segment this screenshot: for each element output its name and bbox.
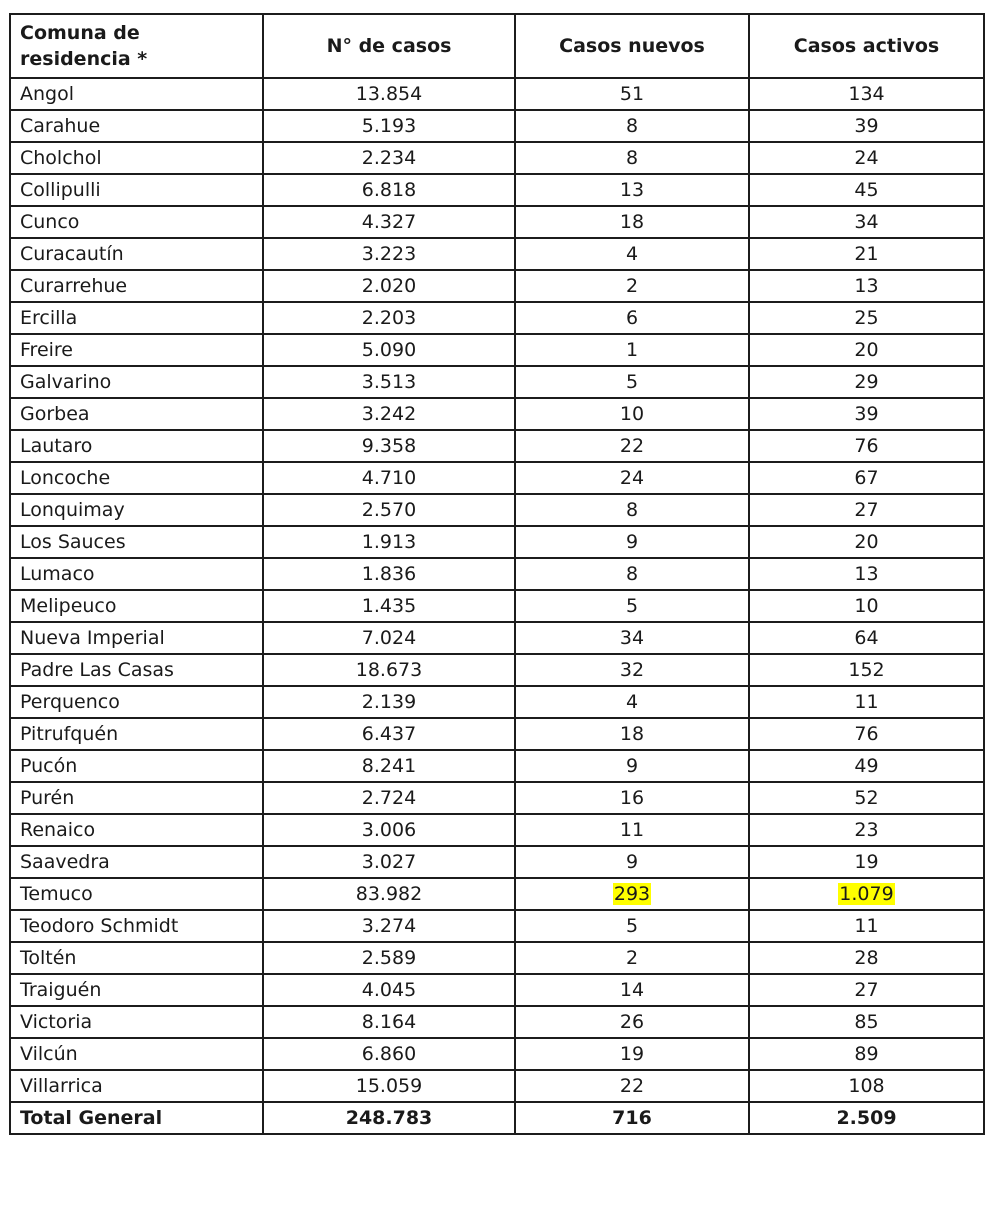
table-row (10, 622, 984, 654)
covid-cases-table-container (9, 13, 983, 1135)
cell-casos: 13.854 (263, 78, 515, 110)
cell-casos: 3.274 (263, 910, 515, 942)
cell-nuevos: 9 (515, 750, 749, 782)
cell-activos: 13 (749, 270, 984, 302)
cell-comuna: Padre Las Casas (10, 654, 263, 686)
table-row (10, 334, 984, 366)
cell-nuevos: 51 (515, 78, 749, 110)
table-row (10, 430, 984, 462)
cell-comuna: Galvarino (10, 366, 263, 398)
cell-casos: 8.241 (263, 750, 515, 782)
cell-comuna: Curarrehue (10, 270, 263, 302)
table-row (10, 462, 984, 494)
cell-nuevos: 10 (515, 398, 749, 430)
header-nuevos: Casos nuevos (515, 14, 749, 78)
cell-casos: 1.913 (263, 526, 515, 558)
cell-activos: 152 (749, 654, 984, 686)
cell-nuevos: 2 (515, 942, 749, 974)
cell-activos: 20 (749, 526, 984, 558)
table-row (10, 974, 984, 1006)
table-row (10, 302, 984, 334)
cell-nuevos: 8 (515, 494, 749, 526)
cell-nuevos: 8 (515, 558, 749, 590)
cell-comuna: Purén (10, 782, 263, 814)
header-casos: N° de casos (263, 14, 515, 78)
table-row (10, 270, 984, 302)
total-casos: 248.783 (263, 1102, 515, 1134)
cell-comuna: Teodoro Schmidt (10, 910, 263, 942)
table-row (10, 174, 984, 206)
covid-cases-table (9, 13, 985, 1135)
cell-nuevos: 5 (515, 910, 749, 942)
cell-activos: 49 (749, 750, 984, 782)
cell-nuevos: 18 (515, 206, 749, 238)
table-row (10, 686, 984, 718)
table-row (10, 366, 984, 398)
cell-nuevos: 22 (515, 1070, 749, 1102)
cell-comuna: Lautaro (10, 430, 263, 462)
cell-activos: 89 (749, 1038, 984, 1070)
cell-comuna: Curacautín (10, 238, 263, 270)
cell-nuevos: 24 (515, 462, 749, 494)
cell-activos: 11 (749, 910, 984, 942)
cell-casos: 9.358 (263, 430, 515, 462)
table-row (10, 718, 984, 750)
cell-comuna: Traiguén (10, 974, 263, 1006)
highlighted-value: 293 (613, 883, 651, 905)
cell-comuna: Renaico (10, 814, 263, 846)
cell-comuna: Victoria (10, 1006, 263, 1038)
cell-activos: 27 (749, 494, 984, 526)
cell-activos: 85 (749, 1006, 984, 1038)
total-row (10, 1102, 984, 1134)
cell-casos: 6.818 (263, 174, 515, 206)
cell-activos: 52 (749, 782, 984, 814)
cell-activos (749, 878, 984, 910)
cell-casos: 2.139 (263, 686, 515, 718)
cell-activos: 24 (749, 142, 984, 174)
cell-activos: 29 (749, 366, 984, 398)
cell-casos: 5.193 (263, 110, 515, 142)
total-activos: 2.509 (749, 1102, 984, 1134)
cell-activos: 28 (749, 942, 984, 974)
cell-comuna: Melipeuco (10, 590, 263, 622)
cell-comuna: Temuco (10, 878, 263, 910)
table-body (10, 78, 984, 1102)
cell-activos: 67 (749, 462, 984, 494)
total-label: Total General (10, 1102, 263, 1134)
cell-comuna: Los Sauces (10, 526, 263, 558)
cell-nuevos: 9 (515, 846, 749, 878)
header-row (10, 14, 984, 78)
cell-nuevos: 16 (515, 782, 749, 814)
cell-comuna: Gorbea (10, 398, 263, 430)
cell-casos: 2.570 (263, 494, 515, 526)
cell-comuna: Vilcún (10, 1038, 263, 1070)
cell-activos: 64 (749, 622, 984, 654)
cell-nuevos: 2 (515, 270, 749, 302)
cell-casos: 3.006 (263, 814, 515, 846)
cell-activos: 13 (749, 558, 984, 590)
cell-casos: 2.203 (263, 302, 515, 334)
total-nuevos: 716 (515, 1102, 749, 1134)
cell-activos: 11 (749, 686, 984, 718)
cell-activos: 19 (749, 846, 984, 878)
cell-activos: 76 (749, 430, 984, 462)
header-activos: Casos activos (749, 14, 984, 78)
table-row (10, 494, 984, 526)
cell-nuevos: 32 (515, 654, 749, 686)
cell-casos: 1.836 (263, 558, 515, 590)
cell-activos: 27 (749, 974, 984, 1006)
table-row (10, 1070, 984, 1102)
cell-nuevos: 22 (515, 430, 749, 462)
cell-nuevos: 4 (515, 238, 749, 270)
table-row (10, 78, 984, 110)
cell-nuevos: 26 (515, 1006, 749, 1038)
cell-casos: 3.242 (263, 398, 515, 430)
cell-comuna: Carahue (10, 110, 263, 142)
cell-casos: 7.024 (263, 622, 515, 654)
table-row (10, 558, 984, 590)
cell-casos: 6.437 (263, 718, 515, 750)
cell-comuna: Pitrufquén (10, 718, 263, 750)
cell-casos: 2.020 (263, 270, 515, 302)
cell-nuevos: 1 (515, 334, 749, 366)
table-row (10, 142, 984, 174)
cell-activos: 39 (749, 110, 984, 142)
cell-casos: 2.724 (263, 782, 515, 814)
cell-nuevos: 8 (515, 142, 749, 174)
cell-nuevos: 13 (515, 174, 749, 206)
cell-casos: 15.059 (263, 1070, 515, 1102)
table-row (10, 782, 984, 814)
table-row (10, 206, 984, 238)
cell-casos: 2.589 (263, 942, 515, 974)
cell-activos: 10 (749, 590, 984, 622)
table-row (10, 654, 984, 686)
cell-casos: 4.045 (263, 974, 515, 1006)
cell-comuna: Freire (10, 334, 263, 366)
cell-nuevos: 5 (515, 590, 749, 622)
table-row (10, 942, 984, 974)
cell-comuna: Villarrica (10, 1070, 263, 1102)
cell-casos: 6.860 (263, 1038, 515, 1070)
table-row (10, 526, 984, 558)
cell-comuna: Toltén (10, 942, 263, 974)
cell-activos: 25 (749, 302, 984, 334)
cell-comuna: Cunco (10, 206, 263, 238)
cell-activos: 45 (749, 174, 984, 206)
cell-casos: 4.710 (263, 462, 515, 494)
cell-casos: 3.223 (263, 238, 515, 270)
cell-nuevos: 18 (515, 718, 749, 750)
cell-casos: 1.435 (263, 590, 515, 622)
cell-comuna: Loncoche (10, 462, 263, 494)
table-row (10, 590, 984, 622)
cell-comuna: Collipulli (10, 174, 263, 206)
cell-casos: 3.027 (263, 846, 515, 878)
cell-casos: 8.164 (263, 1006, 515, 1038)
cell-activos: 108 (749, 1070, 984, 1102)
cell-activos: 23 (749, 814, 984, 846)
header-comuna: Comuna de residencia * (10, 14, 263, 78)
cell-nuevos: 9 (515, 526, 749, 558)
cell-comuna: Ercilla (10, 302, 263, 334)
cell-comuna: Angol (10, 78, 263, 110)
table-row (10, 910, 984, 942)
cell-activos: 39 (749, 398, 984, 430)
cell-activos: 134 (749, 78, 984, 110)
table-row (10, 1006, 984, 1038)
cell-casos: 18.673 (263, 654, 515, 686)
cell-activos: 21 (749, 238, 984, 270)
cell-casos: 3.513 (263, 366, 515, 398)
table-row (10, 238, 984, 270)
table-row (10, 110, 984, 142)
cell-casos: 5.090 (263, 334, 515, 366)
table-row (10, 750, 984, 782)
cell-comuna: Saavedra (10, 846, 263, 878)
cell-casos: 83.982 (263, 878, 515, 910)
cell-comuna: Lumaco (10, 558, 263, 590)
table-row (10, 1038, 984, 1070)
table-row (10, 846, 984, 878)
cell-nuevos: 8 (515, 110, 749, 142)
cell-activos: 34 (749, 206, 984, 238)
cell-comuna: Perquenco (10, 686, 263, 718)
table-row (10, 398, 984, 430)
cell-casos: 2.234 (263, 142, 515, 174)
cell-comuna: Nueva Imperial (10, 622, 263, 654)
cell-nuevos: 11 (515, 814, 749, 846)
highlighted-value: 1.079 (839, 883, 894, 905)
cell-nuevos: 34 (515, 622, 749, 654)
table-row (10, 814, 984, 846)
cell-comuna: Pucón (10, 750, 263, 782)
table-row (10, 878, 984, 910)
cell-nuevos: 14 (515, 974, 749, 1006)
cell-activos: 76 (749, 718, 984, 750)
cell-nuevos: 6 (515, 302, 749, 334)
cell-casos: 4.327 (263, 206, 515, 238)
cell-nuevos (515, 878, 749, 910)
cell-activos: 20 (749, 334, 984, 366)
cell-comuna: Cholchol (10, 142, 263, 174)
cell-nuevos: 5 (515, 366, 749, 398)
cell-nuevos: 19 (515, 1038, 749, 1070)
cell-comuna: Lonquimay (10, 494, 263, 526)
cell-nuevos: 4 (515, 686, 749, 718)
